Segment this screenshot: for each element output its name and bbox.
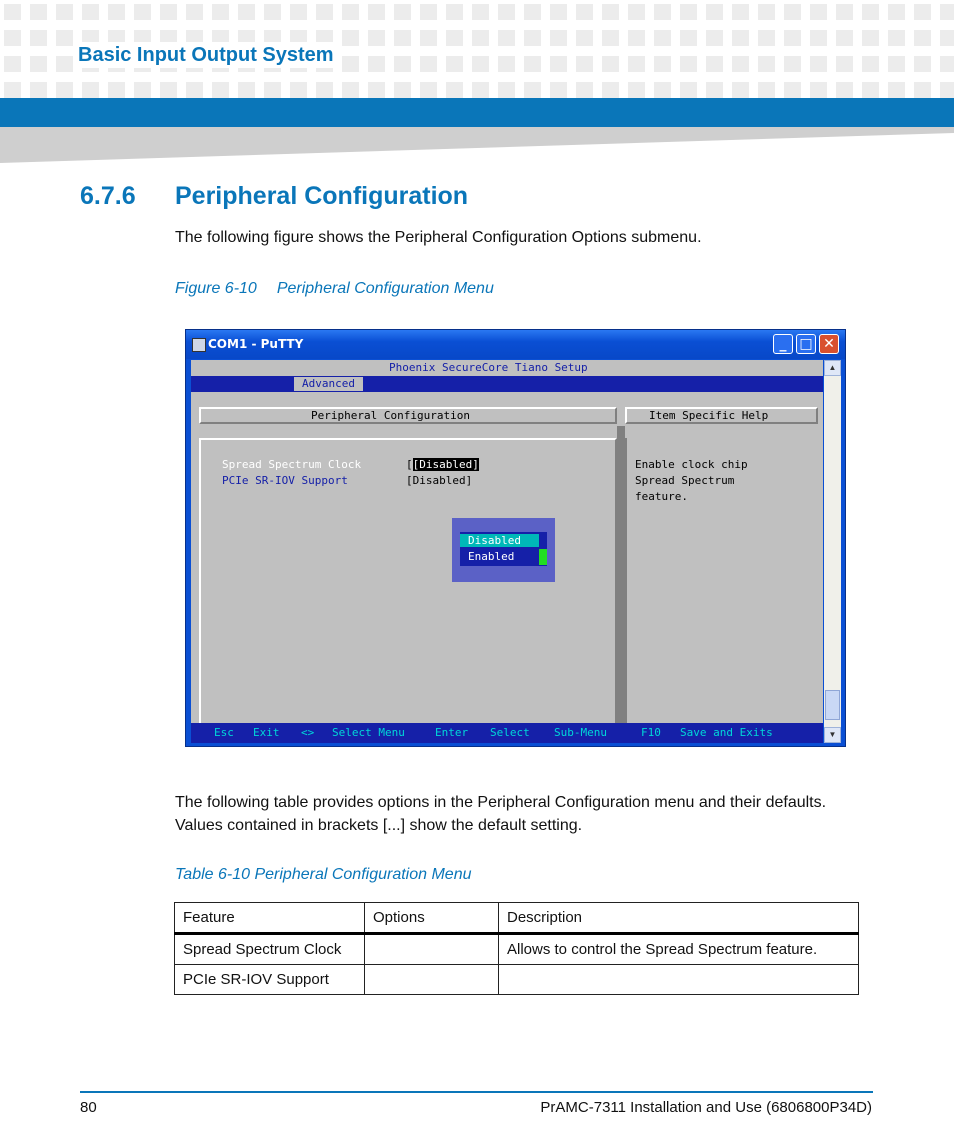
header-pattern-tile — [654, 4, 671, 20]
header-pattern-tile — [446, 30, 463, 46]
document-title: PrAMC-7311 Installation and Use (6806800P34D) — [540, 1099, 872, 1116]
help-line: Spread Spectrum — [635, 474, 735, 487]
key-esc: Esc — [214, 726, 234, 739]
header-pattern-tile — [316, 4, 333, 20]
header-pattern-tile — [82, 4, 99, 20]
header-pattern-tile — [316, 82, 333, 98]
figure-caption — [175, 280, 494, 298]
header-pattern-tile — [836, 82, 853, 98]
header-pattern-tile — [758, 56, 775, 72]
header-pattern-tile — [940, 30, 954, 46]
footer-rule — [80, 1091, 873, 1093]
figure-label: Figure 6-10 — [175, 280, 257, 297]
header-pattern-tile — [420, 4, 437, 20]
table-header-row — [175, 903, 859, 934]
header-pattern-tile — [680, 30, 697, 46]
header-pattern-tile — [134, 82, 151, 98]
table-cell: Allows to control the Spread Spectrum feature. — [499, 934, 859, 965]
key-f10: F10 — [641, 726, 661, 739]
popup-option-enabled[interactable]: Enabled — [468, 550, 515, 563]
popup-option-disabled[interactable]: Disabled — [460, 534, 539, 547]
header-pattern-tile — [160, 82, 177, 98]
header-pattern-tile — [30, 56, 47, 72]
option-value[interactable]: [[Disabled] — [406, 458, 479, 471]
table-header-cell: Options — [365, 903, 499, 934]
header-pattern-tile — [290, 82, 307, 98]
header-pattern-tile — [914, 82, 931, 98]
header-pattern-tile — [914, 30, 931, 46]
header-pattern-tile — [264, 4, 281, 20]
header-pattern-tile — [706, 30, 723, 46]
header-pattern-tile — [498, 82, 515, 98]
help-title: Item Specific Help — [649, 409, 769, 422]
header-title: Basic Input Output System — [78, 42, 338, 68]
header-pattern-tile — [862, 4, 879, 20]
header-pattern-tile — [836, 4, 853, 20]
header-pattern-tile — [446, 82, 463, 98]
menu-bar — [191, 376, 823, 392]
header-pattern-tile — [186, 4, 203, 20]
header-pattern-tile — [810, 56, 827, 72]
header-pattern-tile — [810, 82, 827, 98]
panel-title: Peripheral Configuration — [311, 409, 470, 422]
page-number: 80 — [80, 1099, 97, 1116]
header-pattern-tile — [940, 82, 954, 98]
header-pattern-tile — [602, 56, 619, 72]
key-arrows: <> — [301, 726, 315, 739]
header-pattern-tile — [108, 82, 125, 98]
header-pattern-tile — [654, 82, 671, 98]
header-pattern-tile — [342, 56, 359, 72]
header-pattern-tile — [238, 4, 255, 20]
header-pattern-tile — [602, 4, 619, 20]
header-pattern-tile — [732, 30, 749, 46]
table-cell — [365, 965, 499, 995]
panel-title-bar — [199, 407, 617, 424]
header-pattern-tile — [550, 82, 567, 98]
header-pattern-tile — [420, 30, 437, 46]
header-pattern-tile — [862, 56, 879, 72]
header-pattern-tile — [836, 56, 853, 72]
header-pattern-tile — [628, 4, 645, 20]
key-arrows-action: Select Menu — [332, 726, 405, 739]
header-pattern-tile — [368, 4, 385, 20]
header-pattern-tile — [394, 82, 411, 98]
scrollbar[interactable] — [824, 360, 841, 743]
header-pattern-tile — [862, 30, 879, 46]
header-pattern-tile — [56, 56, 73, 72]
header-pattern-tile — [810, 4, 827, 20]
putty-titlebar — [186, 330, 845, 359]
header-pattern-tile — [654, 30, 671, 46]
header-pattern-tile — [30, 82, 47, 98]
header-pattern-tile — [160, 4, 177, 20]
table-row — [175, 934, 859, 965]
header-pattern-tile — [732, 56, 749, 72]
header-pattern-tile — [706, 82, 723, 98]
header-pattern-tile — [680, 56, 697, 72]
header-pattern-tile — [706, 56, 723, 72]
help-title-bar — [625, 407, 818, 424]
header-pattern-tile — [108, 4, 125, 20]
key-enter-action: Select — [490, 726, 530, 739]
section-number: 6.7.6 — [80, 182, 136, 210]
header-bar — [0, 98, 954, 127]
header-pattern-tile — [56, 82, 73, 98]
header-pattern-tile — [212, 4, 229, 20]
putty-window — [185, 329, 846, 747]
header-pattern-tile — [56, 4, 73, 20]
maximize-icon[interactable]: □ — [796, 334, 816, 354]
header-pattern-tile — [602, 82, 619, 98]
header-pattern-tile — [576, 4, 593, 20]
header-pattern-tile — [576, 30, 593, 46]
header-pattern-tile — [30, 30, 47, 46]
option-value[interactable]: [Disabled] — [406, 474, 473, 487]
intro-text: The following figure shows the Peripheral Configuration Options submenu. — [175, 229, 702, 246]
header-pattern-tile — [758, 4, 775, 20]
header-pattern-tile — [628, 30, 645, 46]
option-value-text: [Disabled] — [412, 458, 479, 471]
panel-divider — [617, 426, 625, 742]
header-pattern-tile — [4, 30, 21, 46]
table-header-cell: Description — [499, 903, 859, 934]
header-pattern-tile — [524, 56, 541, 72]
header-pattern-tile — [576, 56, 593, 72]
header-pattern-tile — [576, 82, 593, 98]
header-pattern-tile — [4, 56, 21, 72]
option-label[interactable]: Spread Spectrum Clock — [222, 458, 362, 471]
header-pattern-tile — [914, 4, 931, 20]
header-swoosh — [0, 127, 954, 163]
key-enter: Enter — [435, 726, 469, 739]
header-pattern-tile — [394, 56, 411, 72]
scroll-up-icon[interactable]: ▲ — [824, 360, 841, 376]
header-pattern-tile — [914, 56, 931, 72]
body-paragraph-line: The following table provides options in the Peripheral Configuration menu and their defaults. — [175, 794, 827, 811]
popup-list — [460, 532, 547, 566]
header-pattern-tile — [810, 30, 827, 46]
table-cell: PCIe SR-IOV Support — [175, 965, 365, 995]
header-pattern-tile — [446, 4, 463, 20]
header-pattern-tile — [368, 56, 385, 72]
header-pattern-tile — [784, 30, 801, 46]
header-pattern-tile — [238, 82, 255, 98]
header-pattern-tile — [4, 82, 21, 98]
header-pattern-tile — [628, 56, 645, 72]
header-pattern-tile — [836, 30, 853, 46]
table-header-cell: Feature — [175, 903, 365, 934]
close-icon[interactable]: ✕ — [819, 334, 839, 354]
section-title: Peripheral Configuration — [175, 182, 469, 210]
header-pattern-tile — [472, 56, 489, 72]
header-pattern-tile — [888, 56, 905, 72]
minimize-icon[interactable]: _ — [773, 334, 793, 354]
table-row — [175, 965, 859, 995]
option-label[interactable]: PCIe SR-IOV Support — [222, 474, 348, 487]
header-pattern-tile — [394, 30, 411, 46]
header-pattern-tile — [498, 56, 515, 72]
figure-title: Peripheral Configuration Menu — [276, 280, 494, 297]
header-pattern-tile — [940, 56, 954, 72]
option-popup — [452, 518, 555, 582]
header-pattern-tile — [784, 82, 801, 98]
putty-app-icon — [192, 338, 206, 352]
table-caption: Table 6-10 Peripheral Configuration Menu — [175, 866, 472, 883]
header-pattern-tile — [446, 56, 463, 72]
header-pattern-tile — [498, 30, 515, 46]
header-pattern-tile — [420, 56, 437, 72]
cursor-block — [539, 549, 547, 565]
body-paragraph-line: Values contained in brackets [...] show the default setting. — [175, 817, 583, 834]
header-pattern-tile — [888, 30, 905, 46]
header-pattern-tile — [602, 30, 619, 46]
tab-advanced[interactable]: Advanced — [294, 377, 363, 391]
header-pattern-tile — [134, 4, 151, 20]
header-pattern-tile — [628, 82, 645, 98]
table-cell — [365, 934, 499, 965]
header-pattern-tile — [212, 82, 229, 98]
header-pattern-tile — [550, 4, 567, 20]
header-pattern-tile — [524, 82, 541, 98]
peripheral-config-table — [174, 902, 859, 995]
header-pattern-tile — [524, 30, 541, 46]
bios-terminal — [191, 360, 823, 743]
key-legend — [191, 723, 823, 743]
header-pattern-tile — [342, 82, 359, 98]
header-pattern-tile — [472, 30, 489, 46]
header-pattern-tile — [680, 4, 697, 20]
header-pattern-tile — [758, 82, 775, 98]
header-pattern-tile — [940, 4, 954, 20]
table-cell — [499, 965, 859, 995]
header-pattern-tile — [186, 82, 203, 98]
help-line: Enable clock chip — [635, 458, 748, 471]
header-pattern-tile — [472, 4, 489, 20]
setup-title-bar — [191, 360, 823, 375]
key-submenu-action: Sub-Menu — [554, 726, 607, 739]
key-esc-action: Exit — [253, 726, 280, 739]
table-cell: Spread Spectrum Clock — [175, 934, 365, 965]
header-pattern-tile — [264, 82, 281, 98]
help-line: feature. — [635, 490, 688, 503]
header-pattern-tile — [654, 56, 671, 72]
header-pattern-tile — [680, 82, 697, 98]
header-pattern-tile — [732, 82, 749, 98]
scroll-down-icon[interactable]: ▼ — [824, 727, 841, 743]
header-pattern-tile — [888, 4, 905, 20]
header-pattern-tile — [732, 4, 749, 20]
header-pattern-tile — [342, 30, 359, 46]
header-pattern-tile — [550, 56, 567, 72]
header-pattern-tile — [56, 30, 73, 46]
header-pattern-tile — [862, 82, 879, 98]
header-pattern-tile — [290, 4, 307, 20]
header-pattern-tile — [472, 82, 489, 98]
header-pattern-tile — [784, 56, 801, 72]
header-pattern-tile — [82, 82, 99, 98]
header-pattern-tile — [368, 30, 385, 46]
header-pattern-tile — [706, 4, 723, 20]
putty-window-title: COM1 - PuTTY — [208, 337, 304, 351]
header-pattern-tile — [420, 82, 437, 98]
header-pattern-tile — [498, 4, 515, 20]
key-f10-action: Save and Exits — [680, 726, 773, 739]
header-pattern-tile — [524, 4, 541, 20]
header-pattern-tile — [888, 82, 905, 98]
setup-title: Phoenix SecureCore Tiano Setup — [389, 361, 588, 374]
header-pattern-tile — [758, 30, 775, 46]
header-pattern-tile — [550, 30, 567, 46]
header-pattern-tile — [4, 4, 21, 20]
header-pattern-tile — [342, 4, 359, 20]
scroll-thumb[interactable] — [825, 690, 840, 720]
header-pattern-tile — [30, 4, 47, 20]
header-pattern-tile — [784, 4, 801, 20]
section-heading — [80, 182, 468, 211]
header-pattern-tile — [394, 4, 411, 20]
header-pattern-tile — [368, 82, 385, 98]
